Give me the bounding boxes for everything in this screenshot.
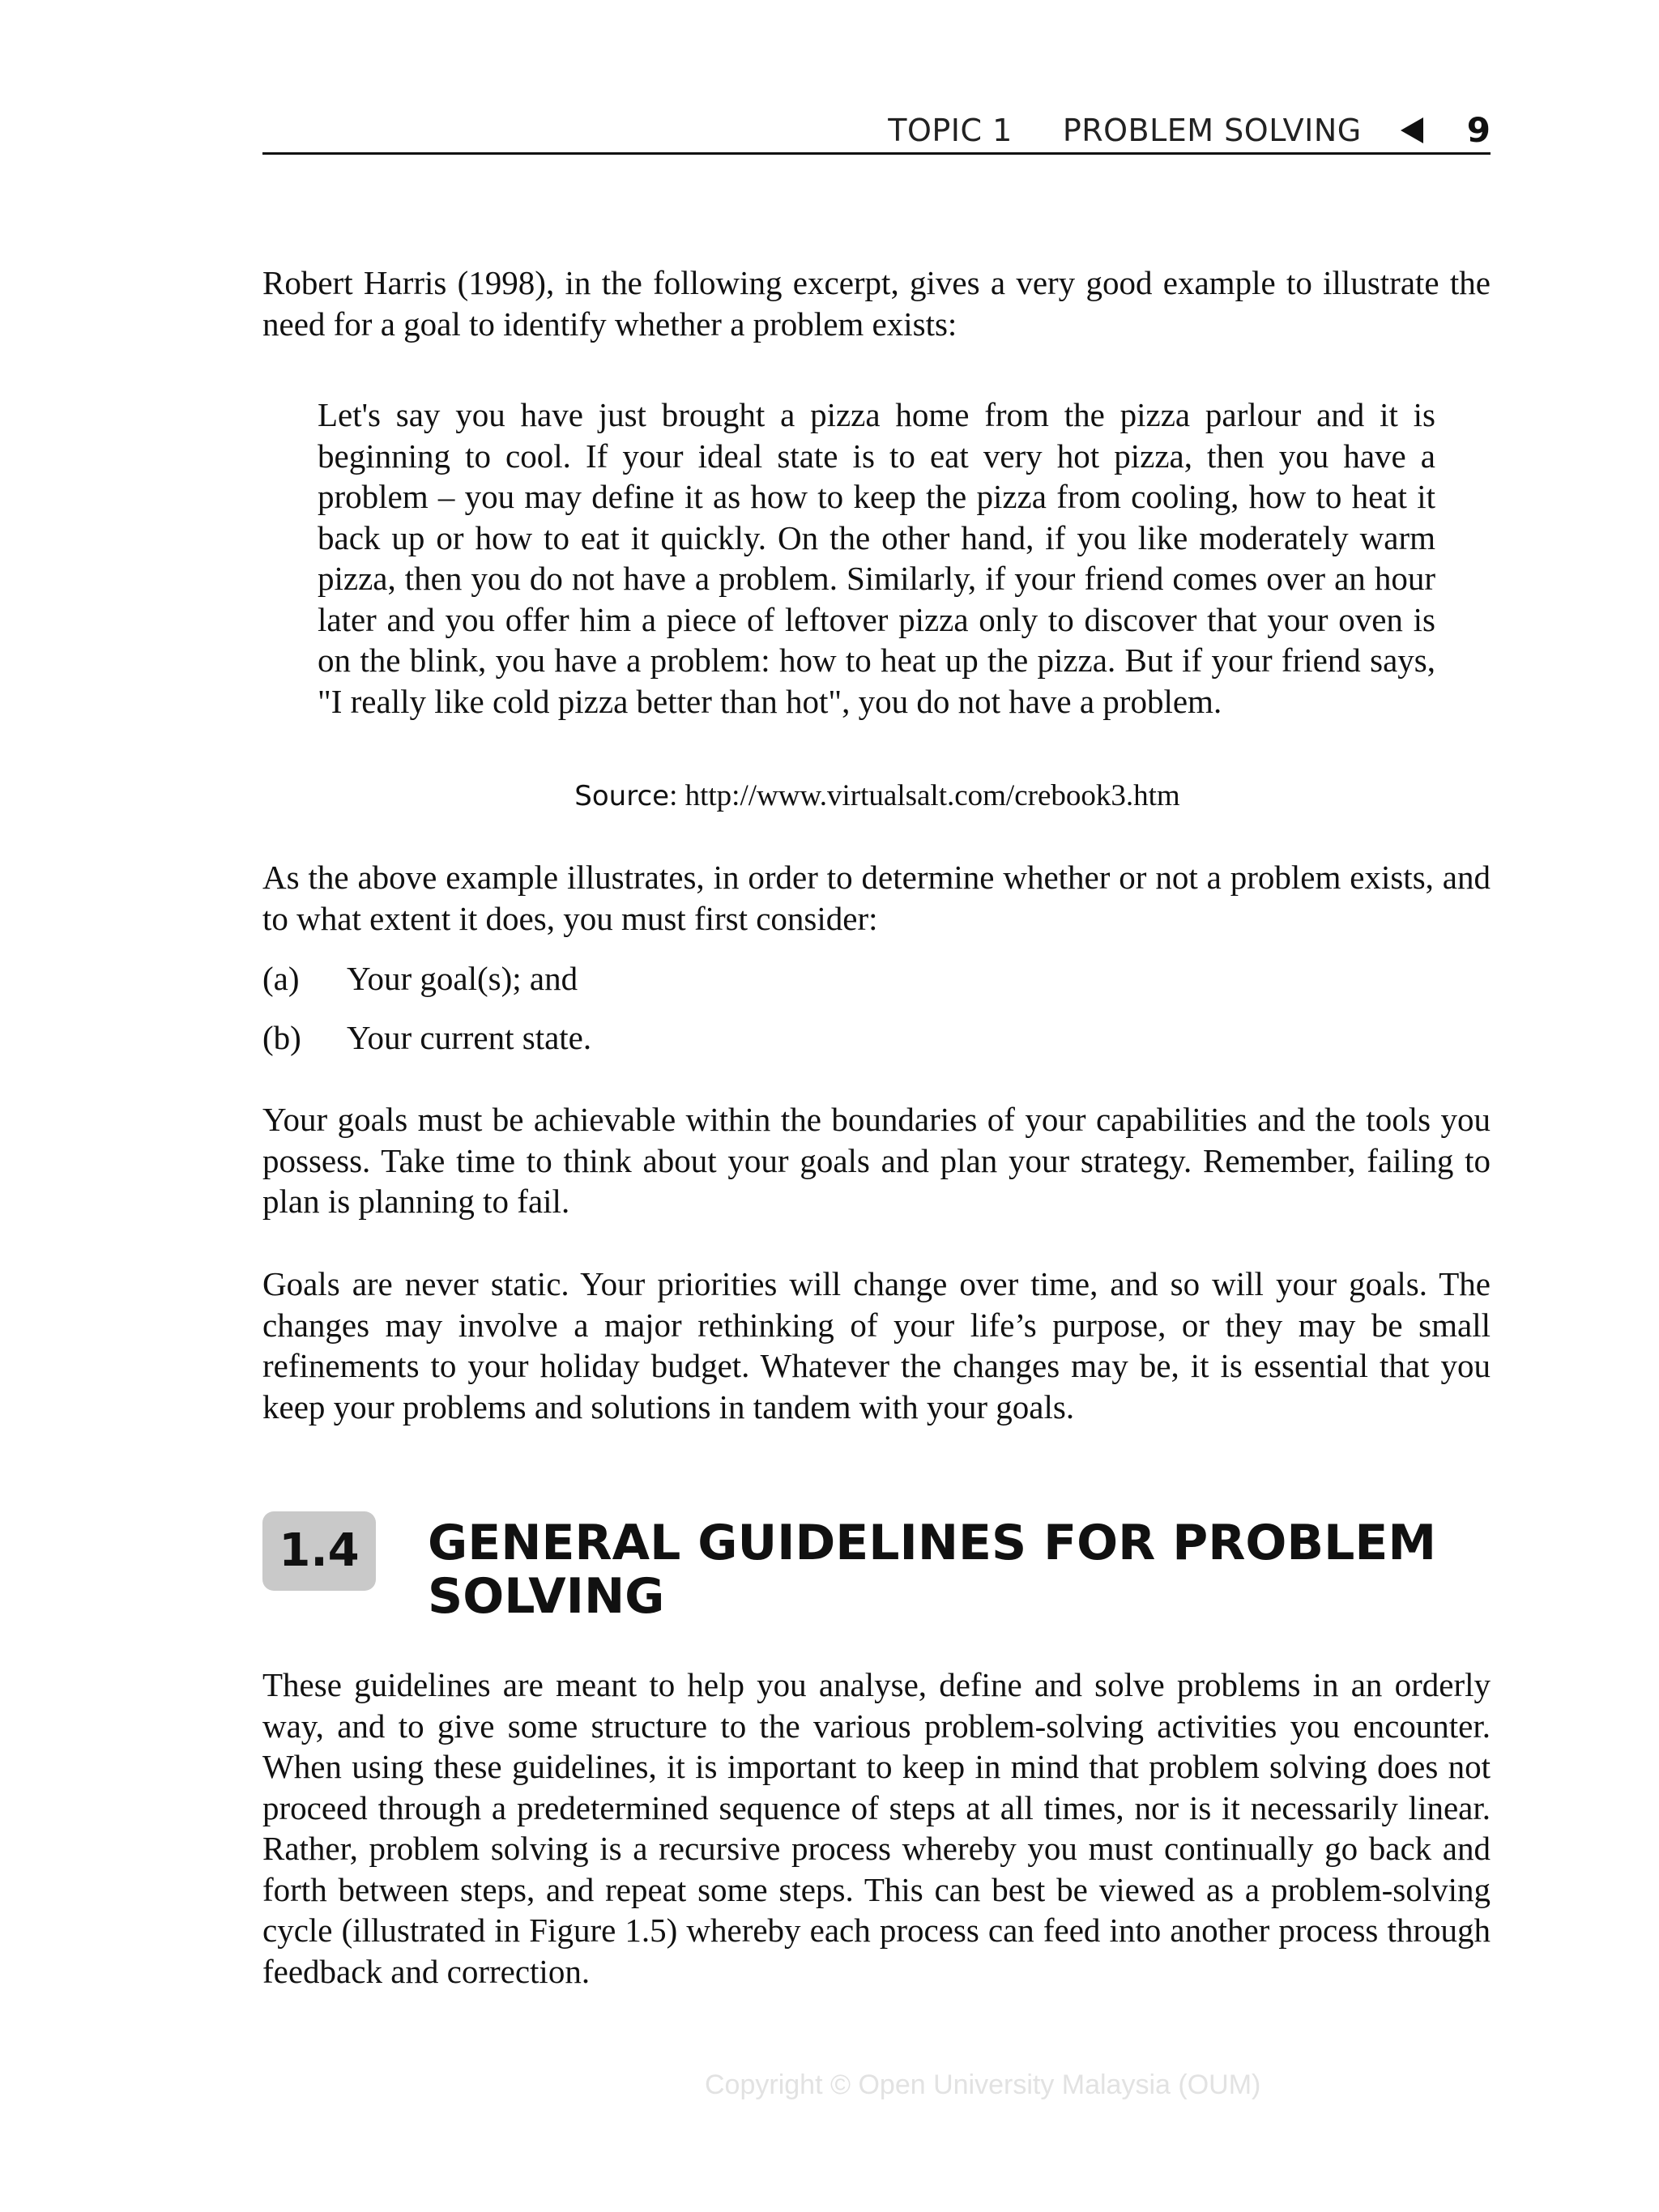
copyright-watermark: Copyright © Open University Malaysia (OUM) [705, 2069, 1261, 2100]
list-text: Your goal(s); and [347, 960, 578, 997]
paragraph-guidelines: These guidelines are meant to help you analyse, define and solve problems in an orderly way, and to give some structure to the various problem-solving activities you encounter. When using these guidelines, it is important to keep in mind that problem solving does not proceed through a predetermined sequence of steps at all times, nor is it necessarily linear. Rather, problem solving is a recursive process whereby you must continually go back and forth between steps, and repeat some steps. This can best be viewed as a problem-solving cycle (illustrated in Figure 1.5) whereby each process can feed into another process through feedback and correction. [262, 1666, 1491, 1990]
list-item [262, 1017, 591, 1058]
paragraph-consider: As the above example illustrates, in order to determine whether or not a problem exists, and to what extent it does, you must first consider: [262, 859, 1491, 937]
source-url: : http://www.virtualsalt.com/crebook3.htm [669, 779, 1180, 812]
intro-paragraph: Robert Harris (1998), in the following excerpt, gives a very good example to illustrate the need for a goal to identify whether a problem exists: [262, 264, 1491, 343]
source-label: Source [574, 780, 670, 812]
running-header [262, 104, 1491, 155]
list-item [262, 958, 578, 999]
running-header-content [888, 110, 1491, 150]
page-number: 9 [1466, 110, 1491, 150]
pizza-quote: Let's say you have just brought a pizza home from the pizza parlour and it is beginning to cool. If your ideal state is to eat very hot pizza, then you have a problem – you may define it as how to keep the pizza from cooling, how to heat it back up or how to eat it quickly. On the other hand, if you like moderately warm pizza, then you do not have a problem. Similarly, if your friend comes over an hour later and you offer him a piece of leftover pizza only to discover that your oven is on the blink, you have a problem: how to heat up the pizza. But if your friend says, "I really like cold pizza better than hot", you do not have a problem. [318, 396, 1435, 720]
header-title: PROBLEM SOLVING [1062, 112, 1362, 148]
list-marker: (a) [262, 960, 300, 997]
list-text: Your current state. [347, 1019, 592, 1056]
list-marker: (b) [262, 1019, 301, 1056]
section-heading: GENERAL GUIDELINES FOR PROBLEM SOLVING [428, 1515, 1437, 1625]
paragraph-goals-never-static: Goals are never static. Your priorities will change over time, and so will your goals. The changes may involve a major rethinking of your life’s purpose, or they may be small refinements to your holiday budget. Whatever the changes may be, it is essential that you keep your problems and solutions in tandem with your goals. [262, 1265, 1491, 1426]
section-number-badge: 1.4 [262, 1511, 376, 1591]
header-topic: TOPIC 1 [888, 112, 1013, 148]
paragraph-achievable-goals: Your goals must be achievable within the boundaries of your capabilities and the tools you possess. Take time to think about your goals and plan your strategy. Remember, failing to plan is planning to fail. [262, 1101, 1491, 1220]
quote-source [0, 778, 1659, 815]
left-triangle-icon [1401, 117, 1423, 143]
